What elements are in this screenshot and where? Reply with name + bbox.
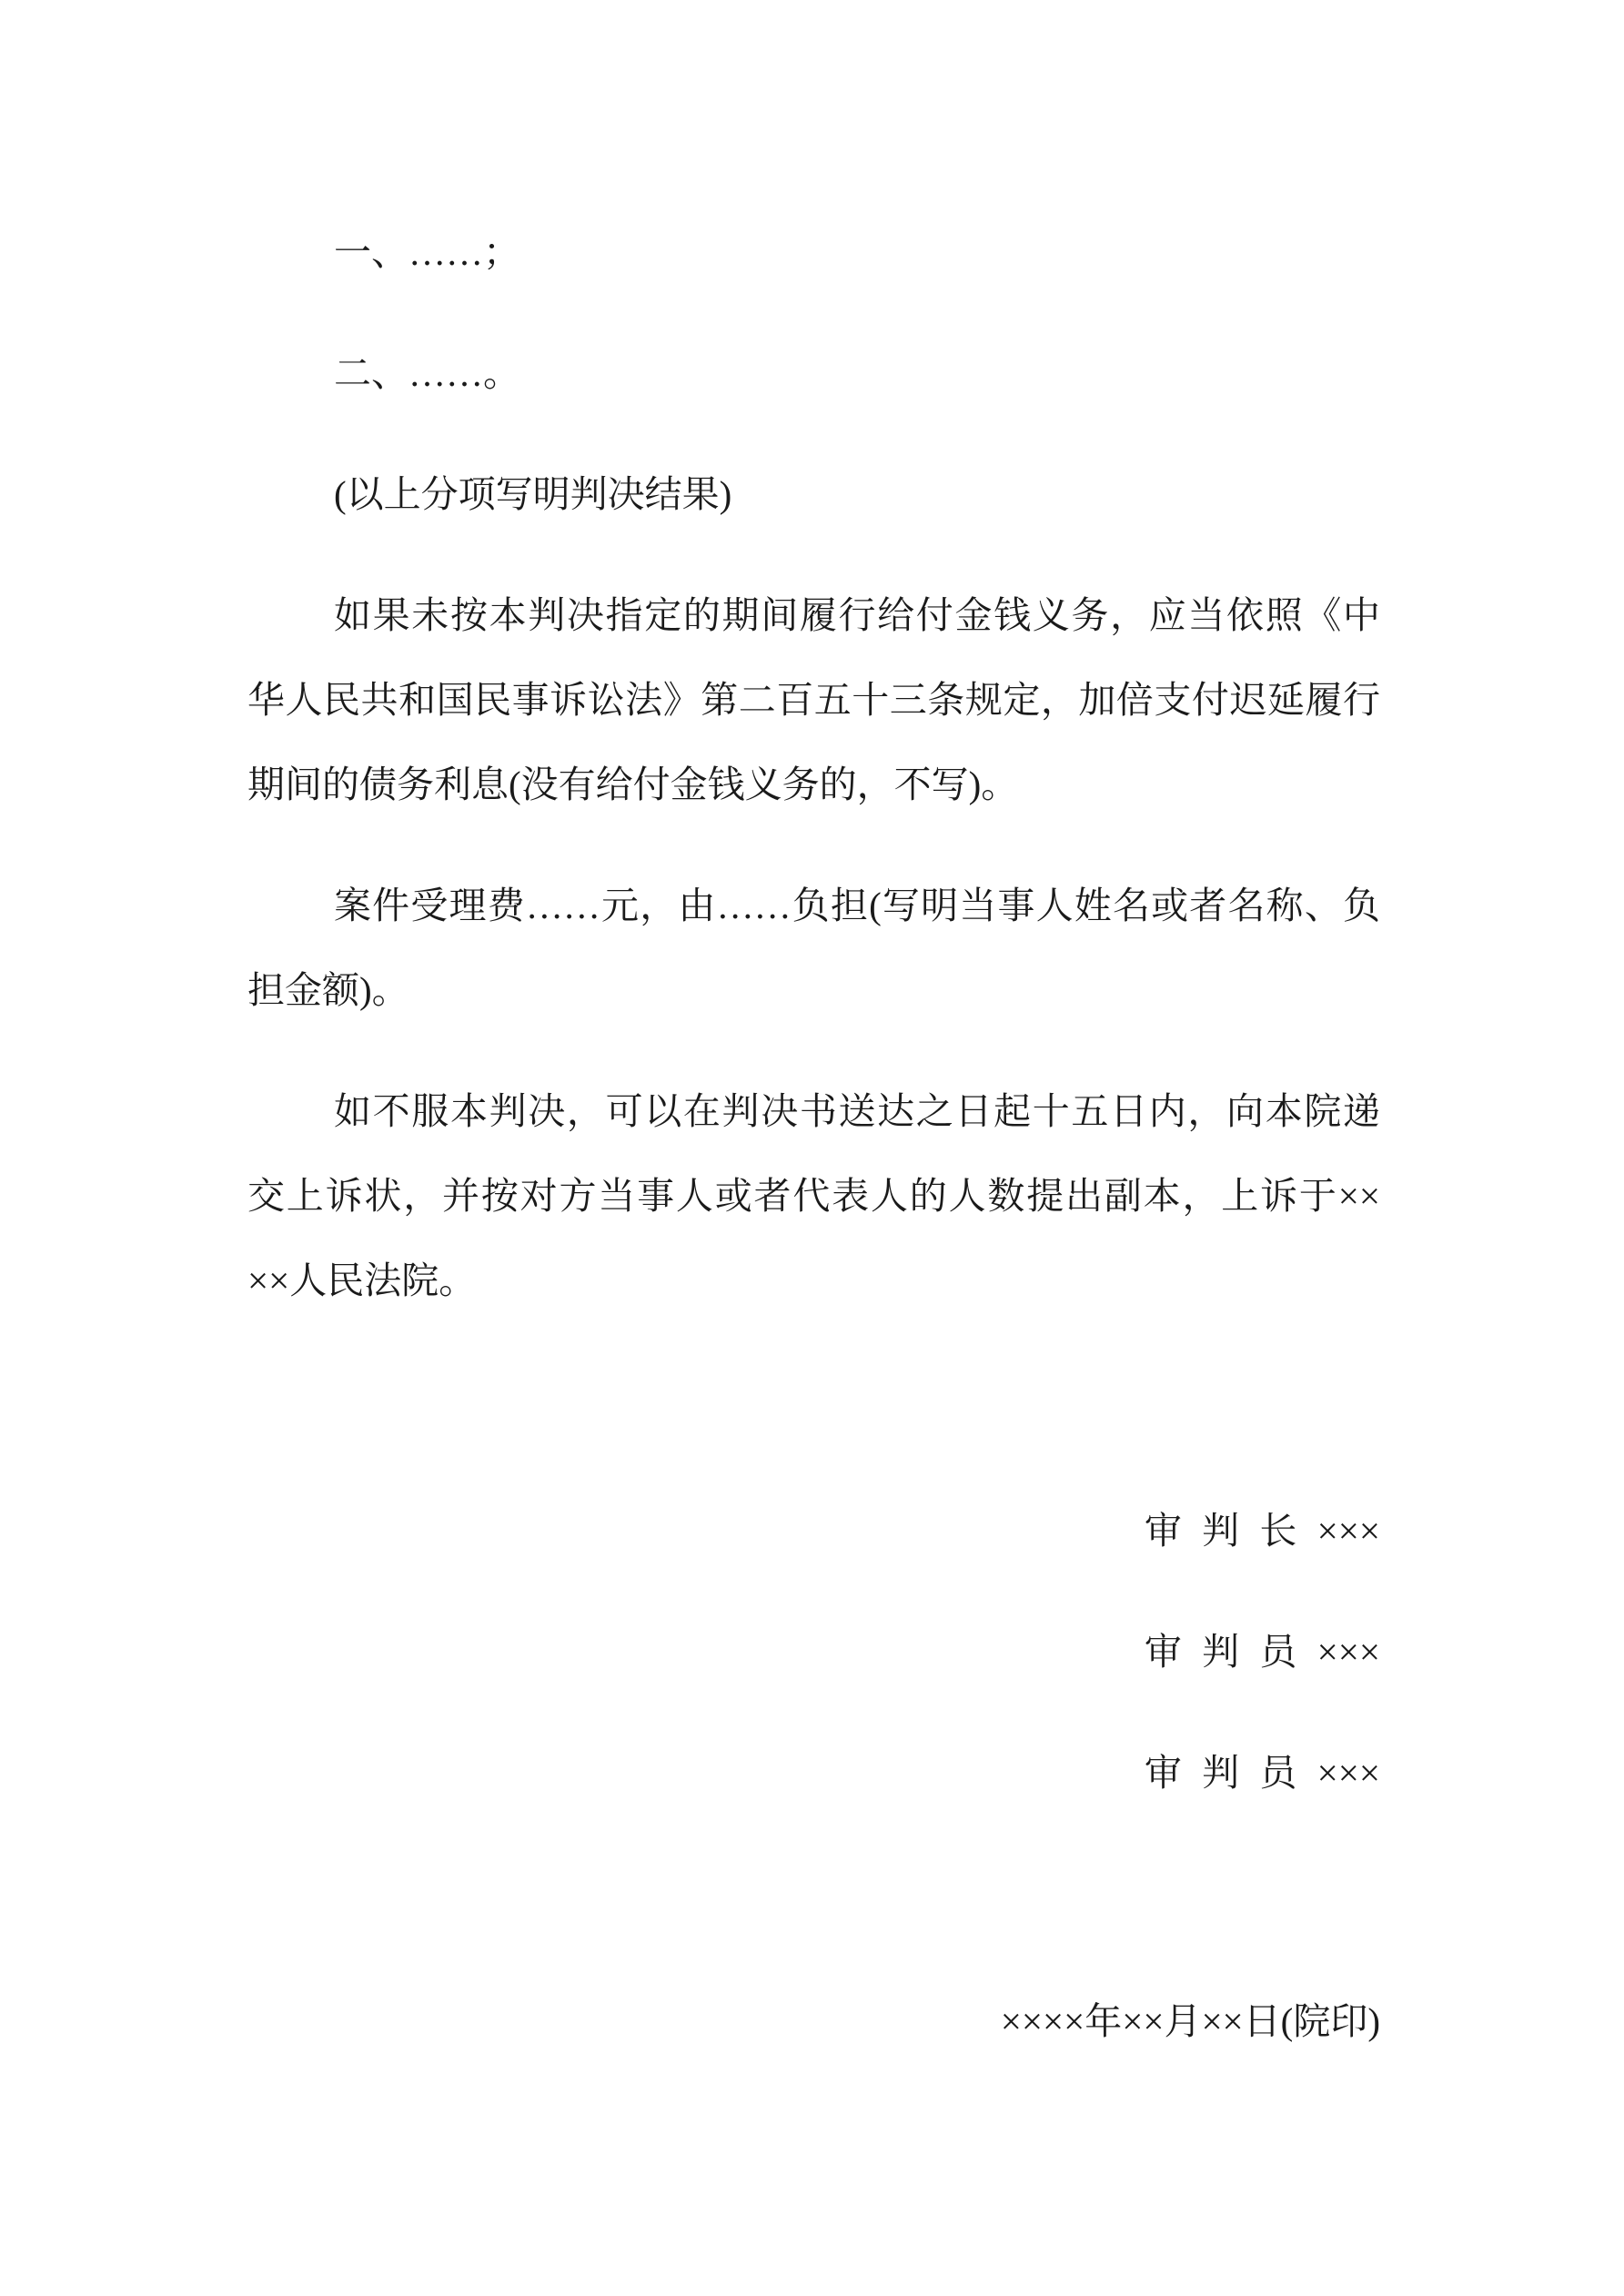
document-body [247,210,1380,1323]
paragraph-line: (以上分项写明判决结果) [334,473,732,515]
paragraph-line: 期间的债务利息(没有给付金钱义务的，不写)。 [247,764,1019,805]
paragraph [247,1069,1380,1323]
paragraph [247,210,1380,295]
paragraph-line: 二、……。 [334,352,520,394]
paragraph-line: 如不服本判决，可以在判决书送达之日起十五日内，向本院递 [334,1090,1380,1132]
paragraph [247,864,1380,1033]
paragraph [247,573,1380,827]
paragraph-line: 如果未按本判决指定的期间履行给付金钱义务，应当依照《中 [334,594,1380,636]
paragraph [247,331,1380,416]
paragraph-line: 一、……； [334,231,520,273]
paragraph-line: 交上诉状，并按对方当事人或者代表人的人数提出副本，上诉于×× [247,1175,1380,1217]
paragraph-line: 案件受理费……元，由……负担(写明当事人姓名或者名称、负 [334,885,1380,926]
paragraph-line: 担金额)。 [247,969,409,1011]
paragraph-line: ××人民法院。 [247,1259,477,1301]
signature-line-judge-2: 审 判 员 ××× [1144,1752,1380,1794]
date-line: ××××年××月××日(院印) [1000,2000,1380,2042]
signature-block [247,1471,1380,1834]
paragraph-line: 华人民共和国民事诉讼法》第二百五十三条规定，加倍支付迟延履行 [247,679,1380,721]
paragraph [247,452,1380,537]
signature-line-presiding-judge: 审 判 长 ××× [1144,1510,1380,1552]
signature-line-judge-1: 审 判 员 ××× [1144,1631,1380,1673]
